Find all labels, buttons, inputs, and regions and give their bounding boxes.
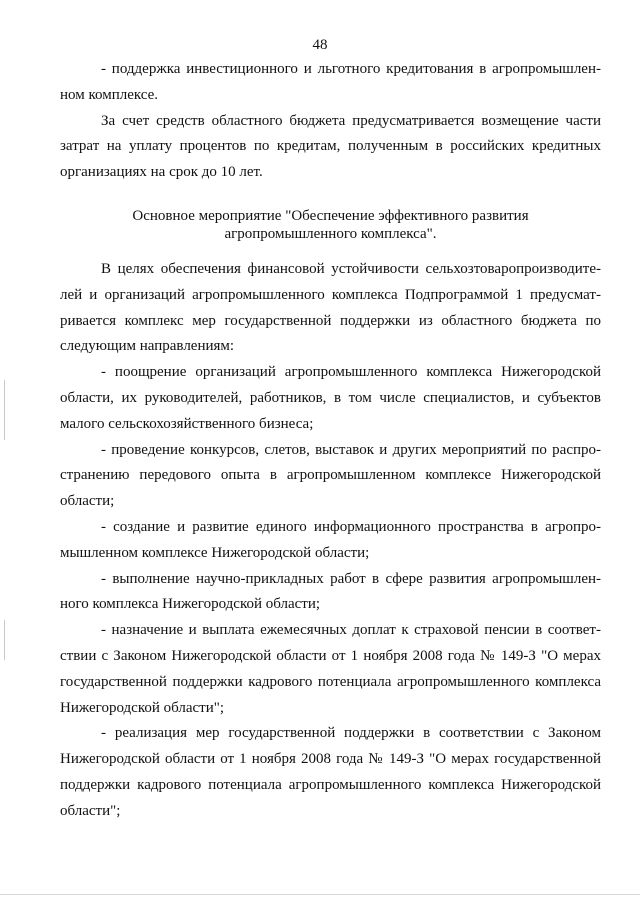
- list-item: - реализация мер государственной поддержки в соответствии с Законом Нижегородской области от 1 ноября 2008 года № 149-З "О мерах государственной поддержки кадрового потенциала агропромышленного комплекса Нижегородской области";: [60, 725, 601, 819]
- page-number: 48: [312, 37, 328, 53]
- paragraph: За счет средств областного бюджета предусматривается возмещение части затрат на уплату процентов по кредитам, полученным в российских кредитных организациях на срок до 10 лет.: [60, 112, 601, 181]
- section-heading: [60, 207, 601, 243]
- paragraph: - поддержка инвестиционного и льготного кредитования в агропромышленном комплексе.: [60, 61, 601, 103]
- list-item: - назначение и выплата ежемесячных доплат к страховой пенсии в соответствии с Законом Нижегородской области от 1 ноября 2008 года № 149-З "О мерах государственной поддержки кадрового потенциала агропромышленного комплекса Нижегородской области";: [60, 622, 601, 716]
- list-item: - создание и развитие единого информационного пространства в агропромышленном комплексе Нижегородской области;: [60, 518, 601, 561]
- section-heading-line: агропромышленного комплекса".: [224, 225, 437, 242]
- list-item: - поощрение организаций агропромышленного комплекса Нижегородской области, их руководителей, работников, в том числе специалистов, и субъектов малого сельскохозяйственного бизнеса;: [60, 364, 601, 432]
- document-body: [60, 57, 601, 825]
- list-item: - выполнение научно-прикладных работ в сфере развития агропромышленного комплекса Нижегородской области;: [60, 570, 601, 613]
- page-bottom-edge: [0, 894, 640, 895]
- scan-margin-mark: [4, 380, 5, 440]
- list-item: - проведение конкурсов, слетов, выставок и других мероприятий по распространению передового опыта в агропромышленном комплексе Нижегородской области;: [60, 441, 601, 510]
- scan-margin-mark: [4, 620, 5, 660]
- section-heading-line: Основное мероприятие "Обеспечение эффективного развития: [132, 207, 529, 224]
- paragraph: В целях обеспечения финансовой устойчивости сельхозтоваропроизводителей и организаций агропромышленного комплекса Подпрограммой 1 предусматривается комплекс мер государственной поддержки из областного бюджета по следующим направлениям:: [60, 260, 601, 355]
